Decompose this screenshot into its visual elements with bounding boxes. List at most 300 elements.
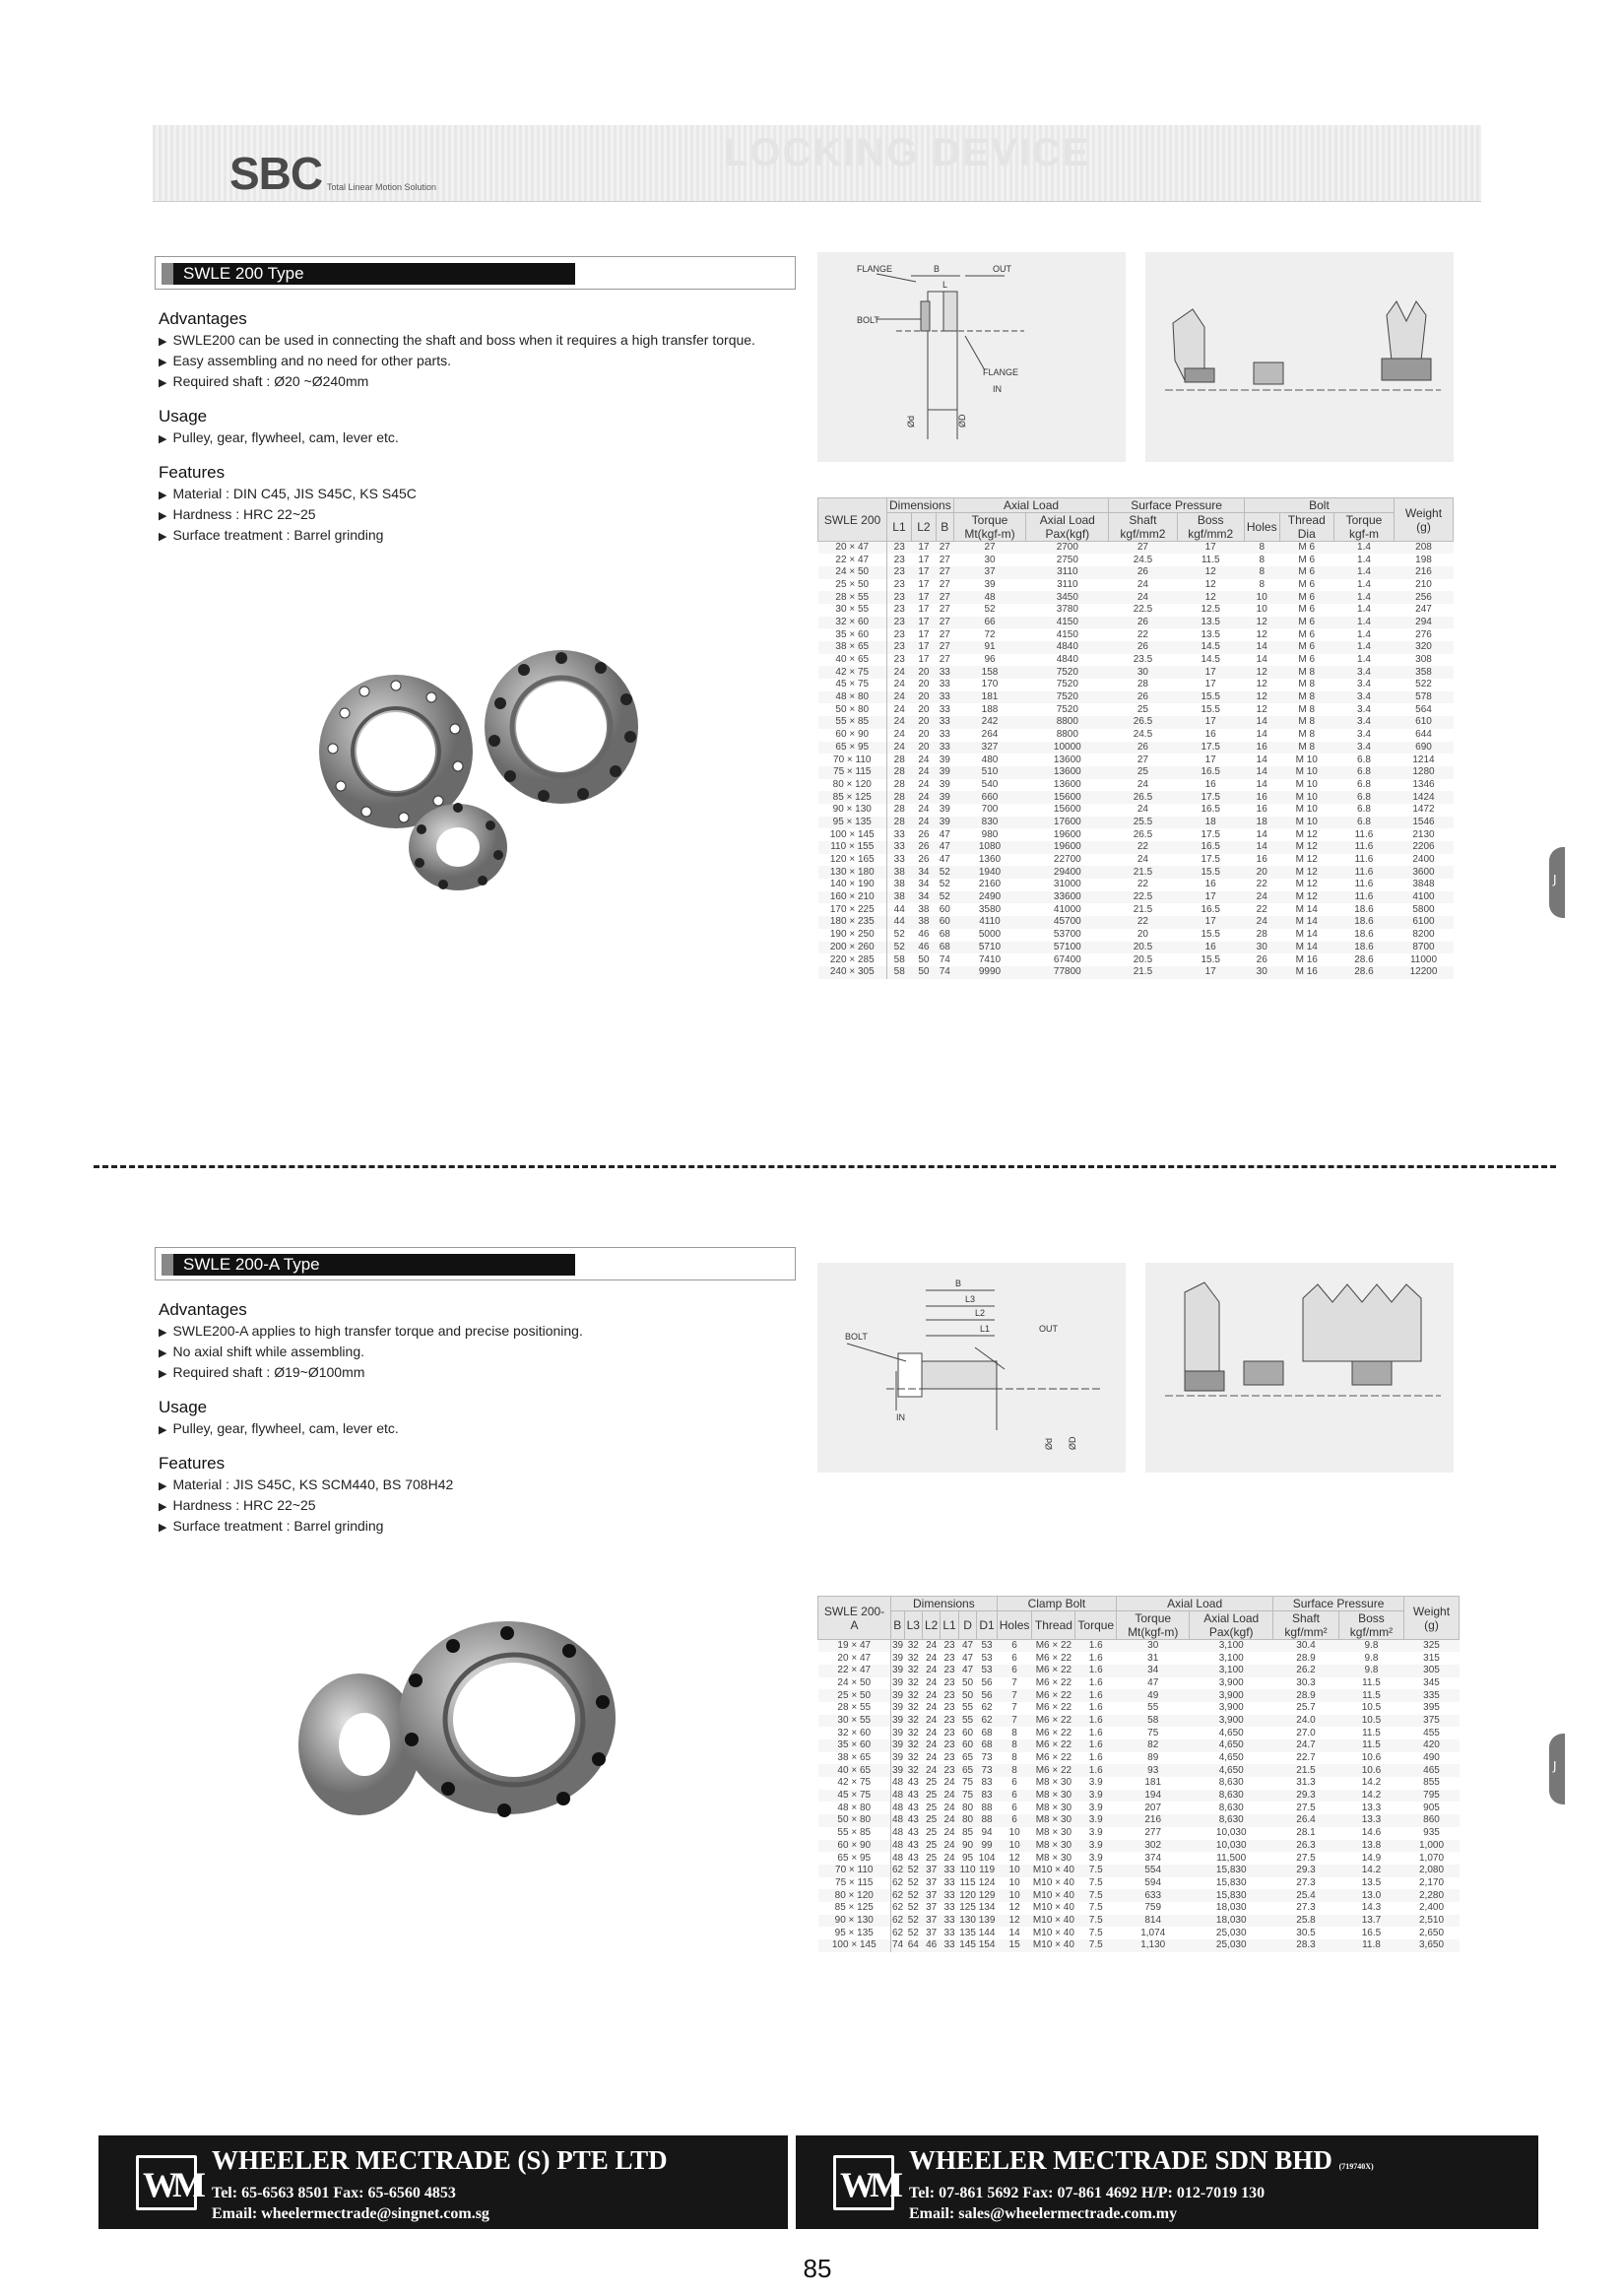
table-cell: 15.5 xyxy=(1177,691,1244,704)
table-row xyxy=(818,879,1454,891)
table-cell: 110 xyxy=(959,1865,976,1876)
table-cell: 8,630 xyxy=(1190,1814,1273,1827)
table-cell: 16 xyxy=(1177,942,1244,954)
table-row xyxy=(818,854,1454,867)
table-row xyxy=(818,1939,1460,1952)
table-cell: 11.6 xyxy=(1333,866,1394,879)
table-cell: M10 × 40 xyxy=(1032,1927,1074,1938)
section1-subheader-row xyxy=(818,513,1454,542)
table-cell: 82 xyxy=(1117,1739,1190,1752)
table-cell: 22700 xyxy=(1053,854,1081,866)
table-cell: 24 xyxy=(1137,854,1148,866)
table-cell: 276 xyxy=(1415,628,1432,640)
table-cell: M 6 xyxy=(1279,566,1333,579)
table-cell: 32 xyxy=(907,1652,919,1664)
table-cell: 25.4 xyxy=(1273,1889,1339,1902)
table-cell: 1.6 xyxy=(1075,1739,1117,1752)
table-cell: 23 xyxy=(941,1689,958,1702)
table-cell: 17 xyxy=(911,566,936,579)
table-cell: 358 xyxy=(1395,666,1454,679)
table-cell: 32 xyxy=(907,1727,919,1738)
table-cell: 73 xyxy=(981,1752,993,1764)
table-cell: 11.5 xyxy=(1338,1689,1403,1702)
section1-table-body xyxy=(818,542,1454,979)
advantage-text: Easy assembling and no need for other parts. xyxy=(172,353,451,368)
table-cell: 1214 xyxy=(1412,754,1435,765)
table-cell: M 12 xyxy=(1279,891,1333,904)
table-cell: 16.5 xyxy=(1201,804,1220,816)
table-cell: 8800 xyxy=(1056,729,1078,741)
table-row xyxy=(818,1852,1460,1865)
table-cell: 75 xyxy=(961,1777,974,1789)
table-cell: 24 xyxy=(1244,916,1279,929)
table-row xyxy=(818,804,1454,817)
table-cell: 2206 xyxy=(1395,841,1454,854)
table-cell: 12 xyxy=(1177,566,1244,579)
table-cell: 11.6 xyxy=(1333,891,1394,904)
table-cell: 30 × 55 xyxy=(818,1715,891,1728)
table-cell: 42 × 75 xyxy=(818,666,887,679)
table-cell: 24 xyxy=(887,691,912,704)
table-cell: 23 xyxy=(887,542,912,555)
table-cell: 120 xyxy=(959,1889,976,1901)
table-cell: 6 xyxy=(997,1790,1032,1803)
table-cell: 45 × 75 xyxy=(818,1790,891,1803)
section2-drawing-panel xyxy=(817,1263,1126,1473)
table-cell: 1546 xyxy=(1395,817,1454,829)
table-cell: 17 xyxy=(1204,679,1216,690)
table-cell: 23 xyxy=(943,1727,955,1738)
table-cell: 37 xyxy=(926,1876,938,1888)
section-tab-letter: J xyxy=(1553,873,1557,886)
table-cell: 16 xyxy=(1204,778,1216,790)
table-cell: 24 xyxy=(1137,804,1148,816)
table-cell: 3110 xyxy=(1057,578,1078,590)
table-cell: 52 xyxy=(893,929,905,941)
table-cell: M6 × 22 xyxy=(1035,1652,1072,1664)
table-cell: 27.3 xyxy=(1296,1902,1316,1914)
table-cell: 32 xyxy=(904,1665,922,1677)
table-cell: 10 xyxy=(1244,591,1279,604)
table-cell: 88 xyxy=(981,1802,993,1813)
table-cell: 33 xyxy=(893,854,905,866)
table-row xyxy=(818,1814,1460,1827)
table-cell: 33 xyxy=(939,729,950,741)
table-cell: 80 xyxy=(961,1802,974,1813)
table-cell: 207 xyxy=(1144,1802,1162,1813)
table-cell: 47 xyxy=(936,841,953,854)
table-cell: 188 xyxy=(981,703,999,715)
table-cell: 3450 xyxy=(1026,591,1109,604)
table-cell: 208 xyxy=(1395,542,1454,555)
table-cell: 19600 xyxy=(1026,841,1109,854)
table-cell: 129 xyxy=(978,1889,996,1901)
table-cell: M6 × 22 xyxy=(1032,1715,1075,1728)
table-cell: 23 xyxy=(943,1676,955,1688)
table-cell: 1360 xyxy=(978,854,1002,866)
table-cell: 80 × 120 xyxy=(818,779,887,792)
table-row xyxy=(818,1702,1460,1715)
table-cell: 8200 xyxy=(1412,929,1435,941)
table-cell: 17600 xyxy=(1026,817,1109,829)
table-cell: 50 xyxy=(958,1689,977,1702)
table-cell: 3,900 xyxy=(1218,1702,1244,1714)
feature-text: Hardness : HRC 22~25 xyxy=(172,506,316,522)
table-cell: 3580 xyxy=(978,903,1002,915)
table-cell: 8 xyxy=(1259,554,1266,565)
table-row xyxy=(818,929,1454,942)
advantage-item: ▶ Required shaft : Ø19~Ø100mm xyxy=(159,1364,365,1380)
table-cell: 6 xyxy=(997,1814,1032,1827)
table-cell: 65 xyxy=(958,1764,977,1777)
table-cell: 32 xyxy=(904,1715,922,1728)
table-cell: 14 xyxy=(1244,841,1279,854)
table-cell: 22 xyxy=(1137,879,1148,890)
label-bolt: BOLT xyxy=(857,315,879,325)
table-cell: 1346 xyxy=(1412,778,1435,790)
table-cell: 22 xyxy=(1256,903,1267,915)
table-cell: 455 xyxy=(1423,1727,1440,1738)
table-cell: 74 xyxy=(936,966,953,979)
table-cell: 830 xyxy=(953,817,1026,829)
section2-spec-table xyxy=(817,1596,1460,1952)
table-cell: 28 xyxy=(1137,679,1148,690)
table-cell: 64 xyxy=(904,1939,922,1952)
table-cell: 13.8 xyxy=(1338,1840,1403,1853)
company-reg-number: (719740X) xyxy=(1338,2162,1374,2171)
table-cell: 43 xyxy=(904,1814,922,1827)
table-cell: 10 xyxy=(1008,1827,1020,1839)
table-cell: 8 xyxy=(1244,542,1279,555)
advantage-text: SWLE200-A applies to high transfer torque and precise positioning. xyxy=(172,1323,583,1339)
table-cell: 27 xyxy=(936,542,953,555)
section2-header xyxy=(155,1247,796,1280)
table-cell: 11.5 xyxy=(1201,554,1220,565)
table-cell: M 14 xyxy=(1295,903,1318,915)
table-cell: 13600 xyxy=(1053,754,1081,765)
table-cell: 90 × 130 xyxy=(818,804,887,817)
subheader-cell: Thread xyxy=(1032,1611,1075,1640)
table-cell: 11.5 xyxy=(1362,1676,1381,1688)
table-cell: M 12 xyxy=(1279,866,1333,879)
table-cell: 3.4 xyxy=(1333,716,1394,729)
table-cell: 30.3 xyxy=(1296,1676,1316,1688)
table-cell: 47 xyxy=(958,1640,977,1653)
table-cell: 33 xyxy=(939,703,950,715)
table-cell: 52 xyxy=(907,1927,919,1938)
table-cell: 3.9 xyxy=(1075,1814,1117,1827)
table-cell: 43 xyxy=(907,1802,919,1813)
table-cell: 24 xyxy=(887,716,912,729)
subheader-cell: Torque xyxy=(1075,1611,1117,1640)
group-axial-load: Axial Load xyxy=(1117,1597,1273,1611)
table-cell: M8 × 30 xyxy=(1035,1777,1072,1789)
table-cell: 32 xyxy=(907,1676,919,1688)
section-tab-marker xyxy=(1549,1734,1565,1804)
table-cell: 60 × 90 xyxy=(818,729,887,742)
table-cell: 1.4 xyxy=(1333,566,1394,579)
table-cell: 1.6 xyxy=(1075,1715,1117,1728)
table-row xyxy=(818,716,1454,729)
subheader-cell: L3 xyxy=(904,1611,922,1640)
table-cell: 58 xyxy=(893,953,905,965)
table-cell: 1940 xyxy=(953,866,1026,879)
table-cell: 3.9 xyxy=(1075,1790,1117,1803)
table-cell: 9.8 xyxy=(1338,1640,1403,1653)
table-row xyxy=(818,1802,1460,1814)
table-cell: 40 × 65 xyxy=(818,654,887,667)
section1-product-photo xyxy=(315,638,670,894)
feature-item: ▶ Surface treatment : Barrel grinding xyxy=(159,527,384,543)
table-cell: 210 xyxy=(1415,578,1432,590)
table-cell: 23 xyxy=(941,1764,958,1777)
table-cell: 27 xyxy=(936,641,953,654)
usage-text: Pulley, gear, flywheel, cam, lever etc. xyxy=(172,1420,399,1436)
table-cell: 44 xyxy=(887,916,912,929)
table-cell: 25 xyxy=(1109,766,1177,779)
table-cell: 26 xyxy=(1109,742,1177,754)
group-surface-pressure: Surface Pressure xyxy=(1273,1597,1404,1611)
table-cell: 7 xyxy=(1011,1676,1017,1688)
table-row xyxy=(818,679,1454,691)
table-cell: 24 xyxy=(926,1652,938,1664)
table-cell: 8 xyxy=(1259,578,1266,590)
table-cell: 1.6 xyxy=(1088,1676,1103,1688)
company-phone: Tel: 07-861 5692 Fax: 07-861 4692 H/P: 012-7019 130 xyxy=(909,2185,1266,2201)
table-cell: 1.4 xyxy=(1357,628,1371,640)
table-cell: 60 xyxy=(958,1739,977,1752)
table-cell: 37 xyxy=(953,566,1026,579)
table-cell: M6 × 22 xyxy=(1035,1752,1072,1764)
table-row xyxy=(818,1877,1460,1890)
table-cell: 46 xyxy=(911,942,936,954)
table-cell: 5000 xyxy=(978,929,1002,941)
table-cell: 55 xyxy=(958,1715,977,1728)
table-cell: 39 xyxy=(892,1739,904,1751)
table-cell: 2,510 xyxy=(1404,1915,1460,1928)
table-cell: 28.1 xyxy=(1296,1827,1316,1839)
table-cell: 14.5 xyxy=(1177,641,1244,654)
table-cell: 25 xyxy=(926,1852,938,1864)
table-cell: 294 xyxy=(1395,617,1454,629)
table-cell: 2,400 xyxy=(1418,1902,1445,1914)
table-cell: 1.4 xyxy=(1333,617,1394,629)
company-name-text: WHEELER MECTRADE SDN BHD xyxy=(909,2145,1332,2175)
group-clamp-bolt: Clamp Bolt xyxy=(997,1597,1116,1611)
table-cell: 24 xyxy=(1244,891,1279,904)
table-cell: 9990 xyxy=(953,966,1026,979)
table-cell: 795 xyxy=(1404,1790,1460,1803)
table-cell: M10 × 40 xyxy=(1032,1876,1074,1888)
advantages-heading: Advantages xyxy=(159,1300,247,1319)
table-cell: 7520 xyxy=(1026,691,1109,704)
table-cell: 13.5 xyxy=(1201,628,1220,640)
table-cell: 124 xyxy=(978,1876,996,1888)
table-row xyxy=(818,703,1454,716)
table-cell: 52 xyxy=(936,866,953,879)
table-cell: M6 × 22 xyxy=(1035,1727,1072,1738)
usage-heading: Usage xyxy=(159,407,208,426)
table-cell: 53 xyxy=(981,1652,993,1664)
table-cell: 100 × 145 xyxy=(818,828,887,841)
table-cell: 10000 xyxy=(1026,742,1109,754)
table-cell: 62 xyxy=(892,1902,904,1914)
brand-tagline: Total Linear Motion Solution xyxy=(327,182,437,192)
table-cell: 374 xyxy=(1144,1852,1162,1864)
table-cell: 13.3 xyxy=(1338,1814,1403,1827)
table-cell: 594 xyxy=(1144,1876,1162,1888)
table-cell: 4150 xyxy=(1056,628,1078,640)
table-cell: M 10 xyxy=(1279,817,1333,829)
table-cell: M 12 xyxy=(1295,828,1318,840)
table-cell: 3.9 xyxy=(1088,1827,1103,1839)
table-cell: 85 × 125 xyxy=(818,791,887,804)
label-flange: FLANGE xyxy=(857,264,893,274)
page-number: 85 xyxy=(803,2254,832,2283)
table-cell: 134 xyxy=(978,1902,996,1914)
table-cell: 40 × 65 xyxy=(818,1764,891,1777)
table-cell: M 16 xyxy=(1279,966,1333,979)
col-weight: Weight (g) xyxy=(1404,1597,1460,1640)
table-cell: 104 xyxy=(978,1852,996,1864)
table-cell: M 12 xyxy=(1295,854,1318,866)
table-cell: 22.5 xyxy=(1109,891,1177,904)
table-cell: 120 × 165 xyxy=(818,854,887,867)
table-cell: 7.5 xyxy=(1075,1865,1117,1877)
table-cell: 30.5 xyxy=(1296,1927,1316,1938)
table-cell: 3,900 xyxy=(1218,1676,1244,1688)
table-row xyxy=(818,604,1454,617)
table-row xyxy=(818,766,1454,779)
table-cell: 16.5 xyxy=(1361,1927,1382,1938)
table-cell: 24 xyxy=(926,1676,938,1688)
table-cell: 24.5 xyxy=(1133,554,1153,565)
table-cell: 10 xyxy=(1008,1876,1020,1888)
table-cell: 17.5 xyxy=(1177,791,1244,804)
table-cell: 52 xyxy=(907,1876,919,1888)
table-cell: 1,074 xyxy=(1140,1927,1166,1938)
table-cell: M 14 xyxy=(1295,929,1318,941)
table-cell: M 10 xyxy=(1295,754,1318,765)
subheader-cell: Axial Load Pax(kgf) xyxy=(1026,513,1109,542)
table-cell: 16 xyxy=(1204,879,1216,890)
table-cell: 20 xyxy=(1244,866,1279,879)
table-cell: 93 xyxy=(1117,1764,1190,1777)
table-cell: 11.6 xyxy=(1354,828,1374,840)
table-cell: 24 xyxy=(887,666,912,679)
table-cell: 23 xyxy=(943,1752,955,1764)
table-cell: 6 xyxy=(997,1640,1032,1653)
table-cell: 16 xyxy=(1244,742,1279,754)
table-cell: 17 xyxy=(1177,666,1244,679)
label-in: IN xyxy=(993,384,1002,394)
table-cell: 1.6 xyxy=(1088,1652,1103,1664)
table-cell: 43 xyxy=(907,1852,919,1864)
table-cell: 44 xyxy=(893,903,905,915)
table-cell: 3.9 xyxy=(1088,1777,1103,1789)
table-cell: M 10 xyxy=(1295,778,1318,790)
table-cell: 62 xyxy=(892,1914,904,1926)
table-cell: 21.5 xyxy=(1273,1764,1339,1777)
table-cell: 39 xyxy=(892,1652,904,1664)
table-cell: 27.5 xyxy=(1296,1852,1316,1864)
table-cell: M8 × 30 xyxy=(1035,1852,1072,1864)
table-cell: 18.6 xyxy=(1333,942,1394,954)
table-cell: 14 xyxy=(1244,641,1279,654)
table-cell: 24 xyxy=(922,1739,940,1752)
table-cell: 26 xyxy=(918,828,930,840)
table-cell: 24.5 xyxy=(1133,729,1153,741)
table-cell: 633 xyxy=(1117,1889,1190,1902)
table-cell: 25.8 xyxy=(1273,1915,1339,1928)
table-cell: 39 xyxy=(936,817,953,829)
table-cell: 33 xyxy=(893,828,905,840)
table-cell: 540 xyxy=(981,778,999,790)
table-cell: 3.4 xyxy=(1357,703,1371,715)
table-cell: 1,070 xyxy=(1418,1852,1445,1864)
table-cell: 14 xyxy=(1256,778,1267,790)
table-cell: 37 xyxy=(926,1927,938,1938)
feature-text: Material : DIN C45, JIS S45C, KS S45C xyxy=(172,486,417,501)
table-cell: 99 xyxy=(977,1840,997,1853)
table-cell: 1,000 xyxy=(1404,1840,1460,1853)
table-cell: M 6 xyxy=(1279,542,1333,555)
table-cell: 12 xyxy=(1244,691,1279,704)
table-cell: 30 × 55 xyxy=(818,604,887,617)
table-cell: 28.3 xyxy=(1273,1939,1339,1952)
table-cell: 18.6 xyxy=(1354,903,1374,915)
table-cell: 130 × 180 xyxy=(818,866,887,879)
table-cell: 26 xyxy=(1109,566,1177,579)
table-cell: 17 xyxy=(1177,716,1244,729)
table-cell: 53 xyxy=(977,1640,997,1653)
table-cell: 47 xyxy=(939,854,950,866)
table-cell: M6 × 22 xyxy=(1032,1689,1075,1702)
usage-text: Pulley, gear, flywheel, cam, lever etc. xyxy=(172,429,399,445)
table-cell: 38 × 65 xyxy=(818,641,887,654)
table-cell: 20.5 xyxy=(1109,942,1177,954)
table-cell: 24 xyxy=(943,1777,955,1789)
label-l1: L1 xyxy=(980,1324,991,1334)
table-cell: M 8 xyxy=(1298,729,1316,741)
table-cell: 20 xyxy=(911,742,936,754)
table-cell: 10,030 xyxy=(1215,1827,1247,1839)
features-heading: Features xyxy=(159,463,226,482)
table-cell: 26.4 xyxy=(1273,1814,1339,1827)
table-row xyxy=(818,666,1454,679)
table-cell: 1472 xyxy=(1412,804,1435,816)
table-cell: 11.5 xyxy=(1338,1739,1403,1752)
table-cell: 2,650 xyxy=(1418,1927,1445,1938)
table-cell: 119 xyxy=(977,1865,997,1877)
subheader-cell: B xyxy=(891,1611,905,1640)
table-cell: 33 xyxy=(941,1939,958,1952)
table-cell: 60 xyxy=(939,903,950,915)
table-cell: 2700 xyxy=(1026,542,1109,555)
table-cell: 25 xyxy=(926,1802,938,1813)
table-cell: 27 xyxy=(936,617,953,629)
advantage-text: Required shaft : Ø19~Ø100mm xyxy=(172,1364,365,1380)
table-cell: 327 xyxy=(953,742,1026,754)
table-cell: M 6 xyxy=(1298,654,1316,666)
table-cell: 17 xyxy=(1204,754,1216,765)
company-email: Email: sales@wheelermectrade.com.my xyxy=(909,2205,1178,2222)
table-cell: 49 xyxy=(1117,1689,1190,1702)
table-cell: 21.5 xyxy=(1109,966,1177,979)
table-cell: 26 xyxy=(1109,641,1177,654)
table-cell: M10 × 40 xyxy=(1032,1902,1074,1914)
table-cell: 11.6 xyxy=(1354,879,1374,890)
